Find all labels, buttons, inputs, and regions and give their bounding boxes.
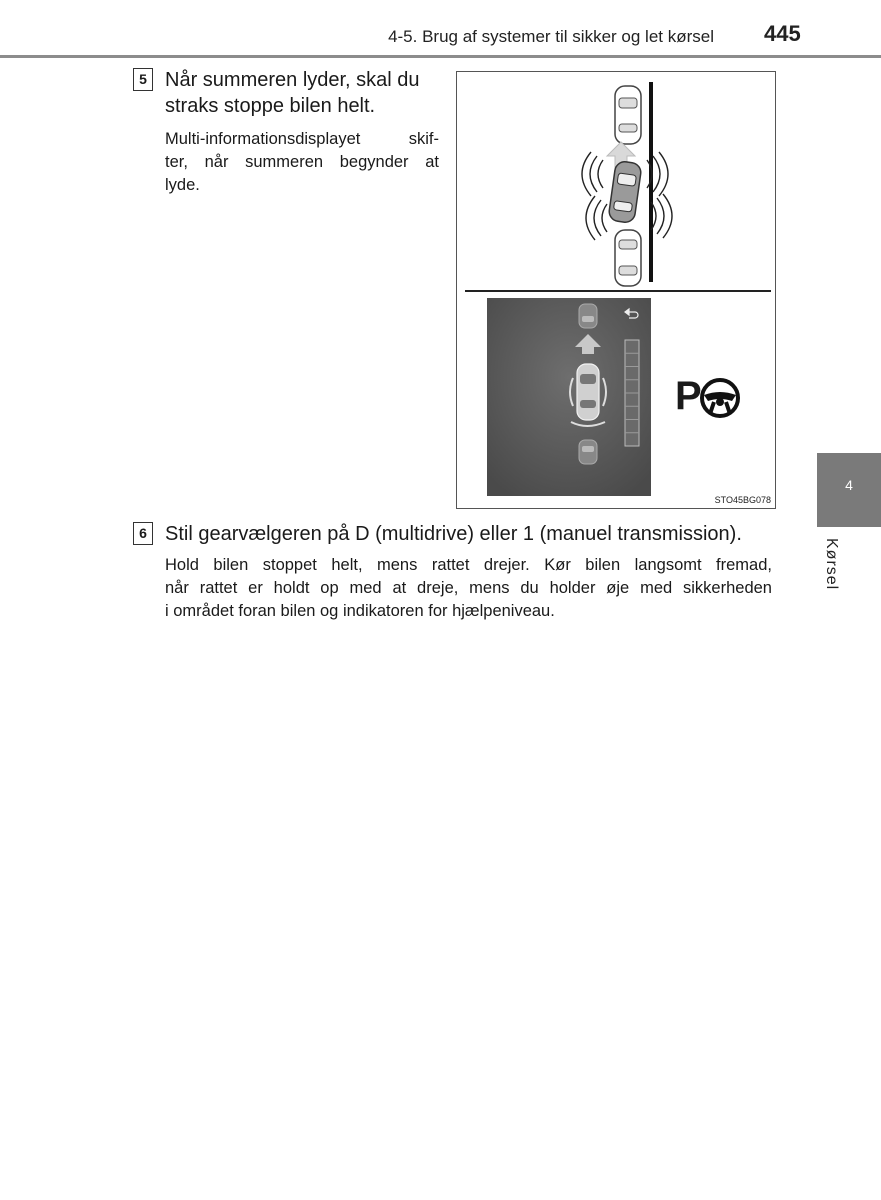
- step-5-desc-line: ter, når summeren begynder at: [165, 153, 439, 171]
- level-indicator-icon: [625, 340, 639, 446]
- parked-car-icon: [615, 86, 641, 144]
- step-6-desc-line: Hold bilen stoppet helt, mens rattet drejer. Kør bilen langsomt fremad,: [165, 556, 772, 574]
- step-6-title: Stil gearvælgeren på D (multidrive) eller 1 (manuel transmission).: [165, 523, 742, 545]
- figure-code: STO45BG078: [714, 495, 771, 505]
- step-5-description: [165, 128, 439, 197]
- step-5-desc-line: lyde.: [165, 176, 200, 194]
- parking-assist-figure: [456, 71, 776, 509]
- header-rule: [0, 55, 881, 58]
- chapter-label: Kørsel: [823, 538, 840, 591]
- parked-car-icon: [579, 304, 597, 328]
- steering-wheel-icon: [697, 375, 743, 421]
- step-6-number: 6: [133, 522, 153, 545]
- own-car-icon: [608, 160, 642, 223]
- step-5-number: 5: [133, 68, 153, 91]
- step-5-title-line: straks stoppe bilen helt.: [165, 95, 376, 117]
- parking-diagram: [457, 72, 775, 288]
- chapter-number: 4: [845, 477, 853, 493]
- step-5-title: [165, 67, 420, 119]
- step-6-desc-line: når rattet er holdt op med at dreje, mens du holder øje med sikkerheden: [165, 579, 772, 597]
- own-car-icon: [577, 364, 599, 420]
- parked-car-icon: [615, 230, 641, 286]
- parked-car-icon: [579, 440, 597, 464]
- step-5-title-line: Når summeren lyder, skal du: [165, 69, 420, 91]
- page-number: 445: [764, 21, 801, 46]
- p-letter: P: [675, 374, 702, 418]
- step-6-description: [165, 554, 772, 623]
- figure-divider: [465, 290, 771, 292]
- step-5-desc-line: Multi-informationsdisplayet skif-: [165, 130, 439, 148]
- chapter-tab: [817, 453, 881, 527]
- step-6-desc-line: i området foran bilen og indikatoren for hjælpeniveau.: [165, 602, 555, 620]
- multi-information-display: [487, 298, 651, 496]
- section-title: 4-5. Brug af systemer til sikker og let kørsel: [388, 27, 714, 46]
